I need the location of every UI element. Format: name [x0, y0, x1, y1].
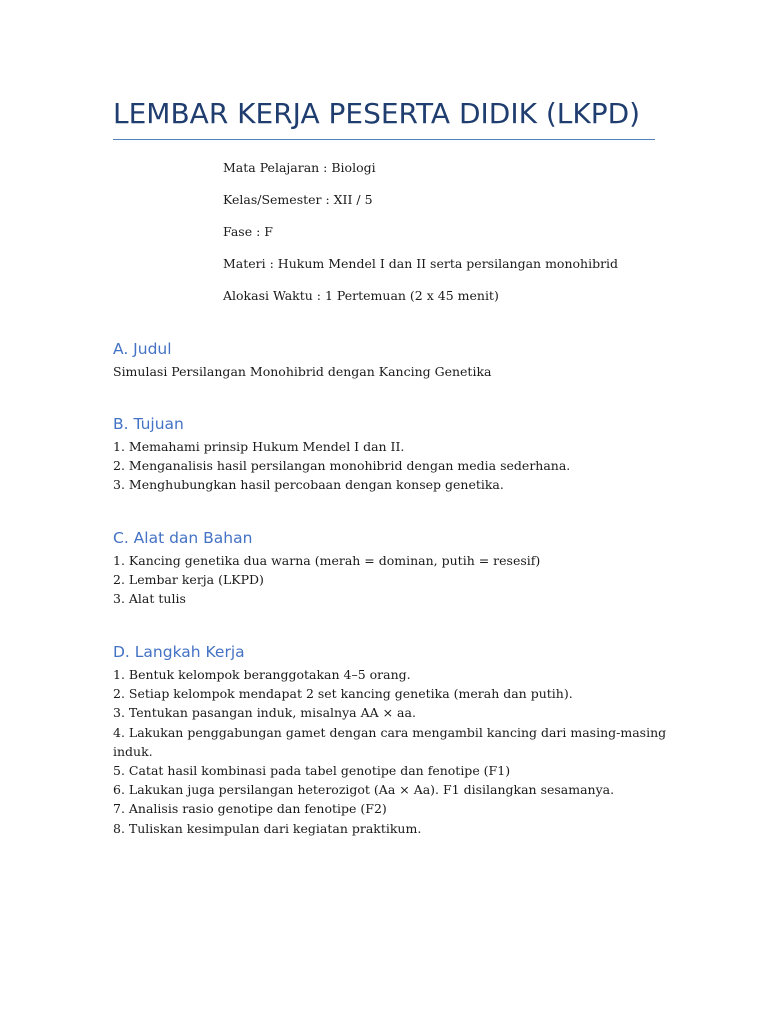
section-alat-dan-bahan [113, 527, 673, 609]
subject-info-materi: Materi : Hukum Mendel I dan II serta persilangan monohibrid [223, 256, 619, 271]
list-item: 4. Lakukan penggabungan gamet dengan cara mengambil kancing dari masing-masing induk. [113, 724, 667, 759]
list-item: 2. Menganalisis hasil persilangan monohibrid dengan media sederhana. [113, 458, 571, 474]
section-judul [113, 338, 673, 381]
list-item: 2. Lembar kerja (LKPD) [113, 572, 264, 588]
tujuan-list [113, 437, 673, 495]
subject-info-fase: Fase : F [223, 224, 273, 239]
list-item: 8. Tuliskan kesimpulan dari kegiatan praktikum. [113, 820, 422, 836]
section-heading-tujuan: B. Tujuan [113, 415, 184, 433]
list-item: 3. Alat tulis [113, 591, 186, 607]
list-item: 5. Catat hasil kombinasi pada tabel genotipe dan fenotipe (F1) [113, 763, 511, 779]
list-item: 3. Tentukan pasangan induk, misalnya AA × aa. [113, 705, 416, 721]
section-heading-langkah-kerja: D. Langkah Kerja [113, 643, 245, 661]
section-heading-judul: A. Judul [113, 340, 172, 358]
list-item: 2. Setiap kelompok mendapat 2 set kancing genetika (merah dan putih). [113, 686, 573, 702]
subject-info-kelas-semester: Kelas/Semester : XII / 5 [223, 192, 373, 207]
subject-info-list [223, 158, 618, 318]
list-item: 3. Menghubungkan hasil percobaan dengan konsep genetika. [113, 477, 504, 493]
section-langkah-kerja [113, 641, 673, 838]
document-title: LEMBAR KERJA PESERTA DIDIK (LKPD) [113, 97, 641, 130]
judul-text: Simulasi Persilangan Monohibrid dengan Kancing Genetika [113, 364, 492, 379]
title-underline [113, 139, 655, 140]
subject-info-mata-pelajaran: Mata Pelajaran : Biologi [223, 160, 376, 175]
alat-list [113, 551, 673, 609]
langkah-list [113, 665, 673, 838]
section-heading-alat-dan-bahan: C. Alat dan Bahan [113, 529, 253, 547]
section-tujuan [113, 413, 673, 495]
list-item: 6. Lakukan juga persilangan heterozigot (Aa × Aa). F1 disilangkan sesamanya. [113, 782, 615, 798]
list-item: 7. Analisis rasio genotipe dan fenotipe (F2) [113, 801, 387, 817]
list-item: 1. Memahami prinsip Hukum Mendel I dan II. [113, 439, 405, 454]
list-item: 1. Bentuk kelompok beranggotakan 4–5 orang. [113, 667, 411, 682]
subject-info-alokasi-waktu: Alokasi Waktu : 1 Pertemuan (2 x 45 menit) [223, 288, 499, 303]
list-item: 1. Kancing genetika dua warna (merah = dominan, putih = resesif) [113, 553, 541, 568]
